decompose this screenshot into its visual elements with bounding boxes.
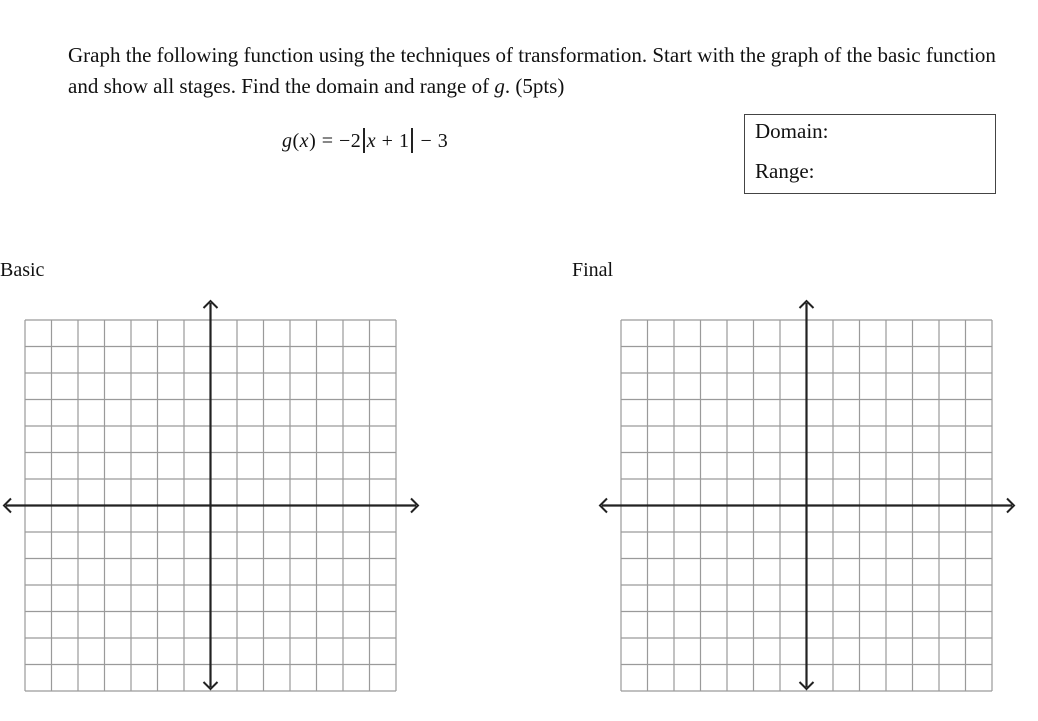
- eq-function-name: g: [282, 130, 293, 152]
- domain-label: Domain:: [755, 119, 829, 143]
- eq-abs-shift: + 1: [376, 130, 410, 152]
- abs-bar-right: [411, 128, 413, 153]
- eq-variable: x: [299, 130, 310, 152]
- basic-graph-grid[interactable]: [0, 296, 425, 696]
- eq-open-paren: (: [292, 130, 300, 152]
- final-graph-label: Final: [572, 259, 614, 281]
- abs-bar-left: [363, 128, 365, 153]
- domain-range-box[interactable]: [744, 114, 996, 194]
- problem-instructions: [68, 40, 1028, 102]
- instruction-variable: g: [494, 74, 505, 98]
- range-label: Range:: [755, 159, 815, 183]
- function-equation: [282, 128, 448, 153]
- instruction-text-2: . (5pts): [504, 74, 565, 98]
- final-graph-grid[interactable]: [596, 296, 1021, 696]
- basic-graph-label: Basic: [0, 259, 45, 281]
- eq-vertical-shift: − 3: [414, 130, 449, 152]
- eq-abs-variable: x: [366, 130, 377, 152]
- eq-coefficient: ) = −2: [309, 130, 362, 152]
- instruction-text-1: Graph the following function using the techniques of transformation. Start with the graph of the basic function and show all stages. Find the domain and range of: [68, 43, 996, 98]
